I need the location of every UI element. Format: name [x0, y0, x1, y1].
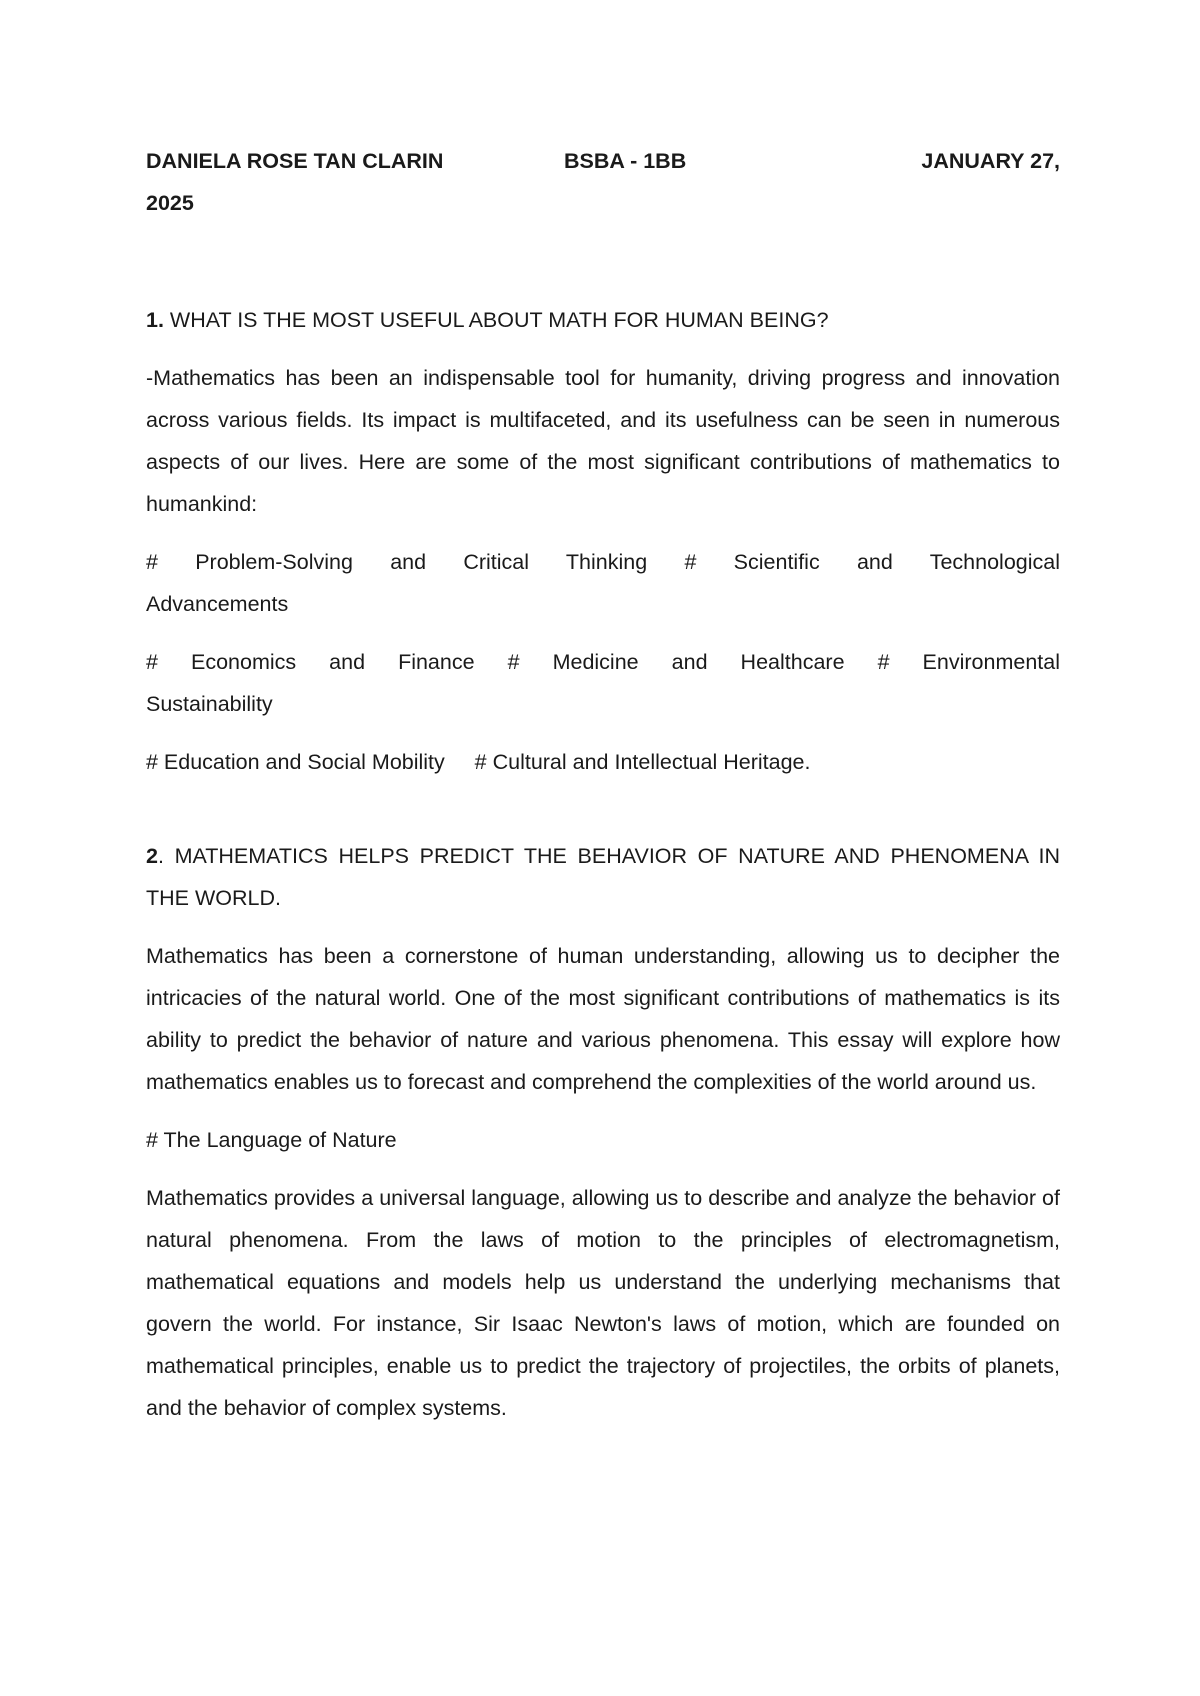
topics-line-1: [146, 541, 1060, 583]
topic-economics: # Economics and Finance: [146, 650, 475, 674]
spacer: [146, 725, 1060, 741]
date-year: 2025: [146, 191, 194, 215]
answer-2-paragraph-1: Mathematics has been a cornerstone of human understanding, allowing us to decipher the intricacies of the natural world. One of the most significant contributions of mathematics is its ability to predict the behavior of nature and various phenomena. This essay will explore how mathematics enables us to forecast and comprehend the complexities of the world around us.: [146, 944, 1060, 1094]
question-1: [146, 299, 1060, 341]
spacer: [146, 919, 1060, 935]
date-text: JANUARY 27,: [921, 149, 1060, 173]
topic-environmental: # Environmental: [877, 650, 1060, 674]
spacer: [146, 625, 1060, 641]
student-name: DANIELA ROSE TAN CLARIN: [146, 149, 444, 173]
question-2: [146, 835, 1060, 919]
document-header: [146, 140, 1060, 224]
question-2-number: 2: [146, 844, 158, 868]
topic-advancements: Advancements: [146, 592, 289, 616]
spacer: [146, 1161, 1060, 1177]
topic-scientific: # Scientific and Technological: [684, 550, 1060, 574]
answer-2-paragraph-2: Mathematics provides a universal language, allowing us to describe and analyze the behavior of natural phenomena. From the laws of motion to the principles of electromagnetism, mathematical equations and models help us understand the underlying mechanisms that govern the world. For instance, Sir Isaac Newton's laws of motion, which are founded on mathematical principles, enable us to predict the trajectory of projectiles, the orbits of planets, and the behavior of complex systems.: [146, 1186, 1060, 1420]
answer-1-paragraph: -Mathematics has been an indispensable tool for humanity, driving progress and innovation across various fields. Its impact is multifaceted, and its usefulness can be seen in numerous aspects of our lives. Here are some of the most significant contributions of mathematics to humankind:: [146, 366, 1060, 516]
spacer: [146, 224, 1060, 299]
spacer: [146, 1103, 1060, 1119]
question-1-text: WHAT IS THE MOST USEFUL ABOUT MATH FOR HUMAN BEING?: [163, 308, 829, 332]
course-section: BSBA - 1BB: [564, 149, 687, 173]
question-2-text: . MATHEMATICS HELPS PREDICT THE BEHAVIOR OF NATURE AND PHENOMENA IN THE WORLD.: [146, 844, 1060, 910]
spacer: [146, 525, 1060, 541]
header-row: [146, 140, 1060, 182]
subheading-language-of-nature: # The Language of Nature: [146, 1128, 397, 1152]
topics-line-2: [146, 641, 1060, 683]
topic-problem-solving: # Problem-Solving and Critical Thinking: [146, 550, 648, 574]
question-1-number: 1.: [146, 308, 164, 332]
spacer: [146, 341, 1060, 357]
document-body: [146, 140, 1060, 1429]
topic-medicine: # Medicine and Healthcare: [507, 650, 845, 674]
topics-line-3: # Education and Social Mobility # Cultural and Intellectual Heritage.: [146, 750, 811, 774]
spacer: [146, 783, 1060, 835]
topic-sustainability: Sustainability: [146, 692, 273, 716]
